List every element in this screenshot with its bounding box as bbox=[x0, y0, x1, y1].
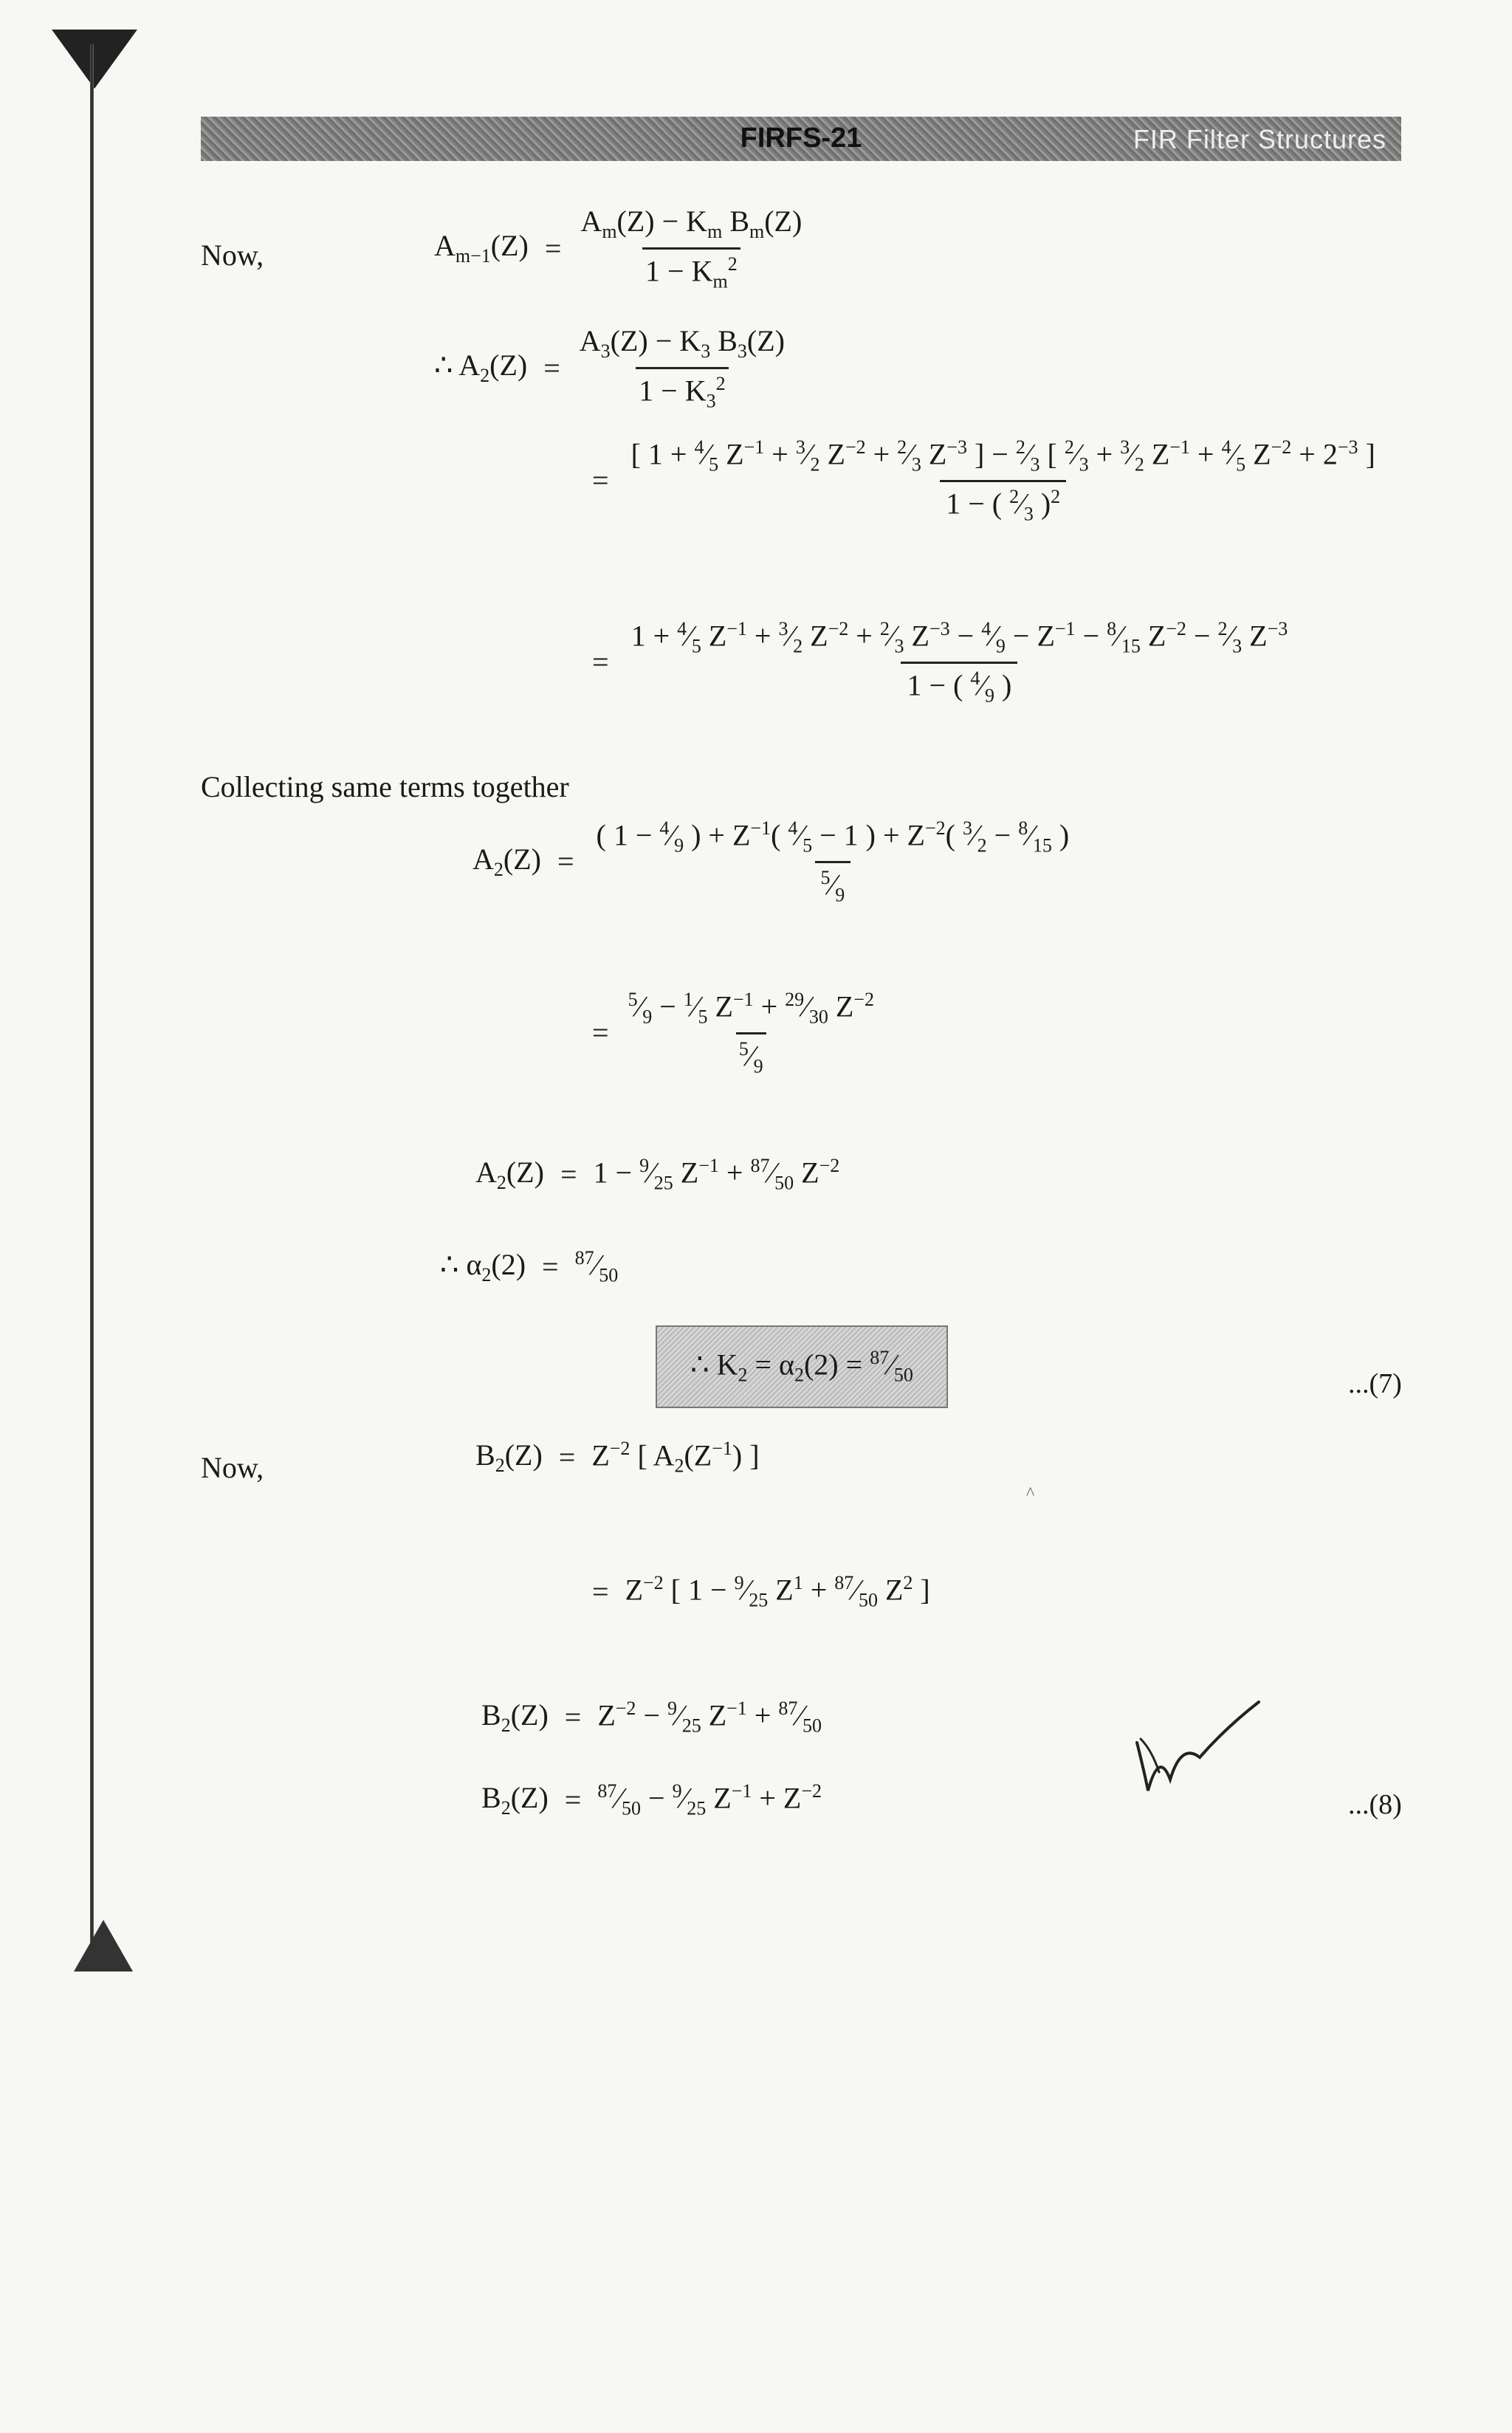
page-header bbox=[201, 117, 1401, 161]
fraction bbox=[625, 989, 877, 1077]
binding-mark-bottom bbox=[74, 1920, 133, 1972]
equals-sign: = bbox=[542, 1249, 559, 1283]
fraction bbox=[625, 437, 1381, 525]
page-title: FIRFS-21 bbox=[740, 123, 862, 154]
binding-spine bbox=[90, 44, 94, 1964]
equation-number-7: ...(7) bbox=[1348, 1368, 1402, 1399]
equals-sign: = bbox=[592, 645, 609, 679]
equation-11 bbox=[481, 1698, 822, 1737]
numerator: [ $1 + ^4⁄_5$ $Z^{-1}$ + $^3⁄_2$ $Z^{-2}$ + $^2⁄_3$ $Z^{-3}$ ] − $^2⁄_3$ [ $^2⁄_3$ + $^3⁄_2$ $Z^{-1}$ + $^4⁄_5$ $Z^{-2} + 2^{-3}$ ] bbox=[630, 436, 1375, 476]
fraction bbox=[625, 619, 1294, 707]
prose-now-1: Now, bbox=[201, 239, 264, 272]
equation-rhs: $^{87}⁄_{50}$ bbox=[574, 1247, 619, 1286]
equation-6 bbox=[576, 989, 877, 1077]
equation-10 bbox=[576, 1573, 930, 1611]
denominator: $^5⁄_9$ bbox=[736, 1032, 766, 1077]
equals-sign: = bbox=[544, 231, 562, 265]
stray-caret-mark: ^ bbox=[1026, 1484, 1035, 1503]
fraction bbox=[577, 325, 788, 412]
equation-rhs: $1 - ^9⁄_{25}$ $Z^{-1}$ + $^{87}⁄_{50}$ $Z^{-2}$ bbox=[593, 1155, 840, 1194]
equation-rhs: $Z^{-2}$ [ $1 - ^9⁄_{25}$ $Z^1$ + $^{87}⁄_{50}$ $Z^2$ ] bbox=[625, 1572, 930, 1611]
equals-sign: = bbox=[592, 1574, 609, 1608]
equation-lhs: $A_2(Z)$ bbox=[472, 843, 541, 881]
equation-rhs: $Z^{-2}$ [ $A_2(Z^{-1})$ ] bbox=[591, 1438, 760, 1477]
equation-7 bbox=[475, 1156, 839, 1194]
equation-lhs: ∴ $\alpha_2(2)$ bbox=[440, 1247, 526, 1286]
equation-lhs: $B_2(Z)$ bbox=[475, 1438, 543, 1476]
denominator: $^5⁄_9$ bbox=[815, 861, 851, 906]
numerator: ( $1 - ^4⁄_9$ ) + $Z^{-1}$( $^4⁄_5 - 1$ ) + $Z^{-2}$( $^3⁄_2$ − $^8⁄_{15}$ ) bbox=[596, 817, 1070, 857]
equation-lhs: $A_2(Z)$ bbox=[475, 1155, 544, 1193]
prose-now-2: Now, bbox=[201, 1451, 264, 1484]
equals-sign: = bbox=[557, 845, 574, 879]
denominator: 1 − ( $^2⁄_3$ )$^2$ bbox=[940, 480, 1066, 525]
equation-lhs: ∴ $A_2(Z)$ bbox=[434, 349, 528, 387]
equation-lhs: $B_2(Z)$ bbox=[481, 1698, 549, 1736]
prose-collecting: Collecting same terms together bbox=[201, 770, 569, 803]
fraction bbox=[577, 205, 805, 292]
denominator: $1 - K_m^2$ bbox=[642, 247, 740, 292]
equation-rhs: $Z^{-2}$ − $^9⁄_{25}$ $Z^{-1}$ + $^{87}⁄_{50}$ bbox=[597, 1698, 822, 1737]
equation-lhs: $A_{m-1}(Z)$ bbox=[434, 229, 529, 267]
equation-2 bbox=[434, 325, 788, 412]
equation-3 bbox=[576, 437, 1381, 525]
equals-sign: = bbox=[564, 1782, 582, 1816]
equation-9 bbox=[475, 1438, 760, 1477]
numerator: $A_m(Z) - K_m$ $B_m(Z)$ bbox=[580, 205, 803, 242]
handwritten-signature bbox=[1130, 1698, 1262, 1802]
equals-sign: = bbox=[560, 1157, 577, 1191]
equation-12 bbox=[481, 1781, 822, 1819]
denominator: 1 − ( $^4⁄_9$ ) bbox=[901, 662, 1017, 707]
numerator: $^5⁄_9$ − $^1⁄_5$ $Z^{-1}$ + $^{29}⁄_{30}$ $Z^{-2}$ bbox=[628, 989, 874, 1028]
equation-1 bbox=[434, 205, 805, 292]
equation-8 bbox=[440, 1248, 618, 1286]
equation-lhs: $B_2(Z)$ bbox=[481, 1780, 549, 1819]
equals-sign: = bbox=[558, 1440, 576, 1474]
numerator: $1 + ^4⁄_5$ $Z^{-1}$ + $^3⁄_2$ $Z^{-2}$ + $^2⁄_3$ $Z^{-3}$ − $^4⁄_9 - Z^{-1}$ − $^8⁄_{15}$ $Z^{-2}$ − $^2⁄_3$ $Z^{-3}$ bbox=[630, 618, 1288, 657]
binding-mark-top bbox=[52, 30, 137, 89]
boxed-result-text: ∴ $K_2 = \alpha_2(2)$ = $^{87}⁄_{50}$ bbox=[690, 1347, 913, 1386]
equation-number-8: ...(8) bbox=[1348, 1789, 1402, 1820]
equals-sign: = bbox=[592, 464, 609, 498]
chapter-title: FIR Filter Structures bbox=[1133, 124, 1386, 154]
equation-5 bbox=[472, 818, 1075, 906]
equals-sign: = bbox=[564, 1700, 582, 1734]
numerator: $A_3(Z) - K_3$ $B_3(Z)$ bbox=[579, 324, 785, 362]
denominator: $1 - K_3^2$ bbox=[636, 367, 728, 412]
equation-4 bbox=[576, 619, 1293, 707]
boxed-result bbox=[656, 1325, 948, 1408]
fraction bbox=[591, 818, 1076, 906]
equals-sign: = bbox=[592, 1016, 609, 1050]
equals-sign: = bbox=[543, 351, 560, 385]
equation-rhs: $^{87}⁄_{50}$ − $^9⁄_{25}$ $Z^{-1} + Z^{-2}$ bbox=[597, 1780, 822, 1819]
